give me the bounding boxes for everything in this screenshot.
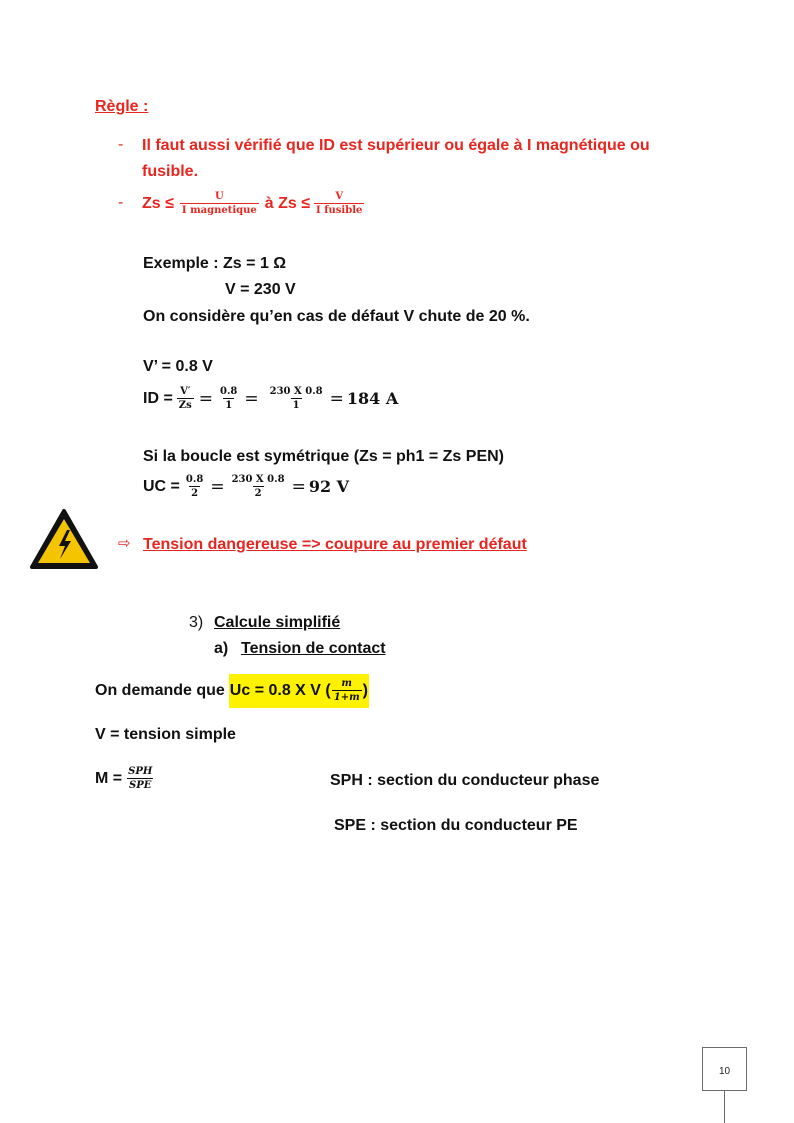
fraction-numerator: V [335, 191, 344, 202]
high-voltage-warning-icon [29, 508, 99, 570]
sph-over-spe-fraction [126, 766, 154, 792]
equals-sign: = [329, 389, 344, 409]
v-over-ifus-fraction [314, 191, 364, 217]
fraction-numerator: 0.8 [185, 474, 204, 485]
fraction-denominator: 1 [225, 400, 233, 411]
fraction-0-8-over-2 [184, 474, 205, 500]
equals-sign: = [291, 477, 306, 497]
m-over-1-plus-m-fraction [332, 678, 362, 704]
rule-bullet-1-line2: fusible. [142, 163, 199, 180]
uc-formula [143, 468, 349, 506]
v-prime-line: V’ = 0.8 V [143, 358, 213, 375]
uc-result: 92 V [308, 477, 350, 496]
page-number-connector-line [724, 1091, 725, 1123]
fraction-numerator: 0.8 [219, 386, 238, 397]
fraction-denominator: Zs [178, 400, 192, 411]
equals-sign: = [210, 477, 225, 497]
formula-highlight [229, 674, 369, 708]
spe-definition: SPE : section du conducteur PE [334, 817, 578, 834]
m-formula [95, 760, 156, 798]
fraction-denominator: SPE [129, 780, 152, 791]
fraction-numerator: SPH [128, 766, 153, 777]
rule-bullet-1-line1: Il faut aussi vérifié que ID est supérieur ou égale à I magnétique ou [142, 137, 650, 154]
contact-voltage-formula [95, 672, 369, 710]
bullet-2-mid: à Zs ≤ [264, 195, 311, 212]
bullet-marker: - [118, 136, 124, 153]
rule-bullet-1 [118, 136, 123, 154]
page-number-box [702, 1047, 747, 1091]
warning-text: Tension dangereuse => coupure au premier défaut [143, 536, 527, 553]
formula-prefix: On demande que [95, 682, 225, 699]
equals-sign: = [198, 389, 213, 409]
fraction-230x0-8-over-2 [230, 474, 287, 500]
fraction-numerator: m [341, 678, 352, 689]
fraction-denominator: 2 [254, 488, 262, 499]
id-result: 184 A [346, 389, 399, 408]
example-line-1: Exemple : Zs = 1 Ω [143, 255, 287, 272]
v-definition: V = tension simple [95, 726, 236, 743]
formula-highlight-text: Uc = 0.8 X V ( [229, 682, 331, 699]
id-formula [143, 380, 398, 418]
fraction-numerator: V′ [180, 386, 191, 397]
symmetric-loop-line: Si la boucle est symétrique (Zs = ph1 = Zs PEN) [143, 448, 504, 465]
rule-bullet-2-formula [142, 184, 366, 224]
rule-heading: Règle : [95, 98, 149, 115]
section-title: Calcule simplifié [214, 614, 341, 631]
rule-bullet-2-marker: - [118, 194, 124, 211]
bullet-2-prefix: Zs ≤ [142, 195, 174, 212]
id-label: ID = [143, 390, 173, 407]
fraction-230x0-8-over-1 [268, 386, 325, 412]
fraction-denominator: 1+m [333, 692, 360, 703]
warning-arrow-icon: ⇨ [118, 534, 131, 552]
m-label: M = [95, 770, 123, 787]
subsection-number: a) [214, 640, 229, 657]
fraction-denominator: 1 [292, 400, 300, 411]
formula-close-paren: ) [362, 682, 368, 699]
fraction-numerator: 230 X 0.8 [269, 386, 323, 397]
example-line-3: On considère qu’en cas de défaut V chute de 20 %. [143, 308, 530, 325]
example-line-2: V = 230 V [225, 281, 296, 298]
fraction-denominator: I fusible [316, 205, 363, 216]
page-number: 10 [718, 1066, 731, 1077]
uc-label: UC = [143, 478, 180, 495]
fraction-denominator: I magnetique [181, 205, 257, 216]
u-over-imag-fraction [180, 191, 259, 217]
subsection-title: Tension de contact [241, 640, 386, 657]
fraction-numerator: U [214, 191, 224, 202]
section-number: 3) [189, 614, 204, 631]
fraction-0-8-over-1 [218, 386, 239, 412]
equals-sign: = [244, 389, 259, 409]
fraction-denominator: 2 [191, 488, 199, 499]
sph-definition: SPH : section du conducteur phase [330, 772, 600, 789]
fraction-numerator: 230 X 0.8 [231, 474, 285, 485]
v-over-zs-fraction [177, 386, 194, 412]
